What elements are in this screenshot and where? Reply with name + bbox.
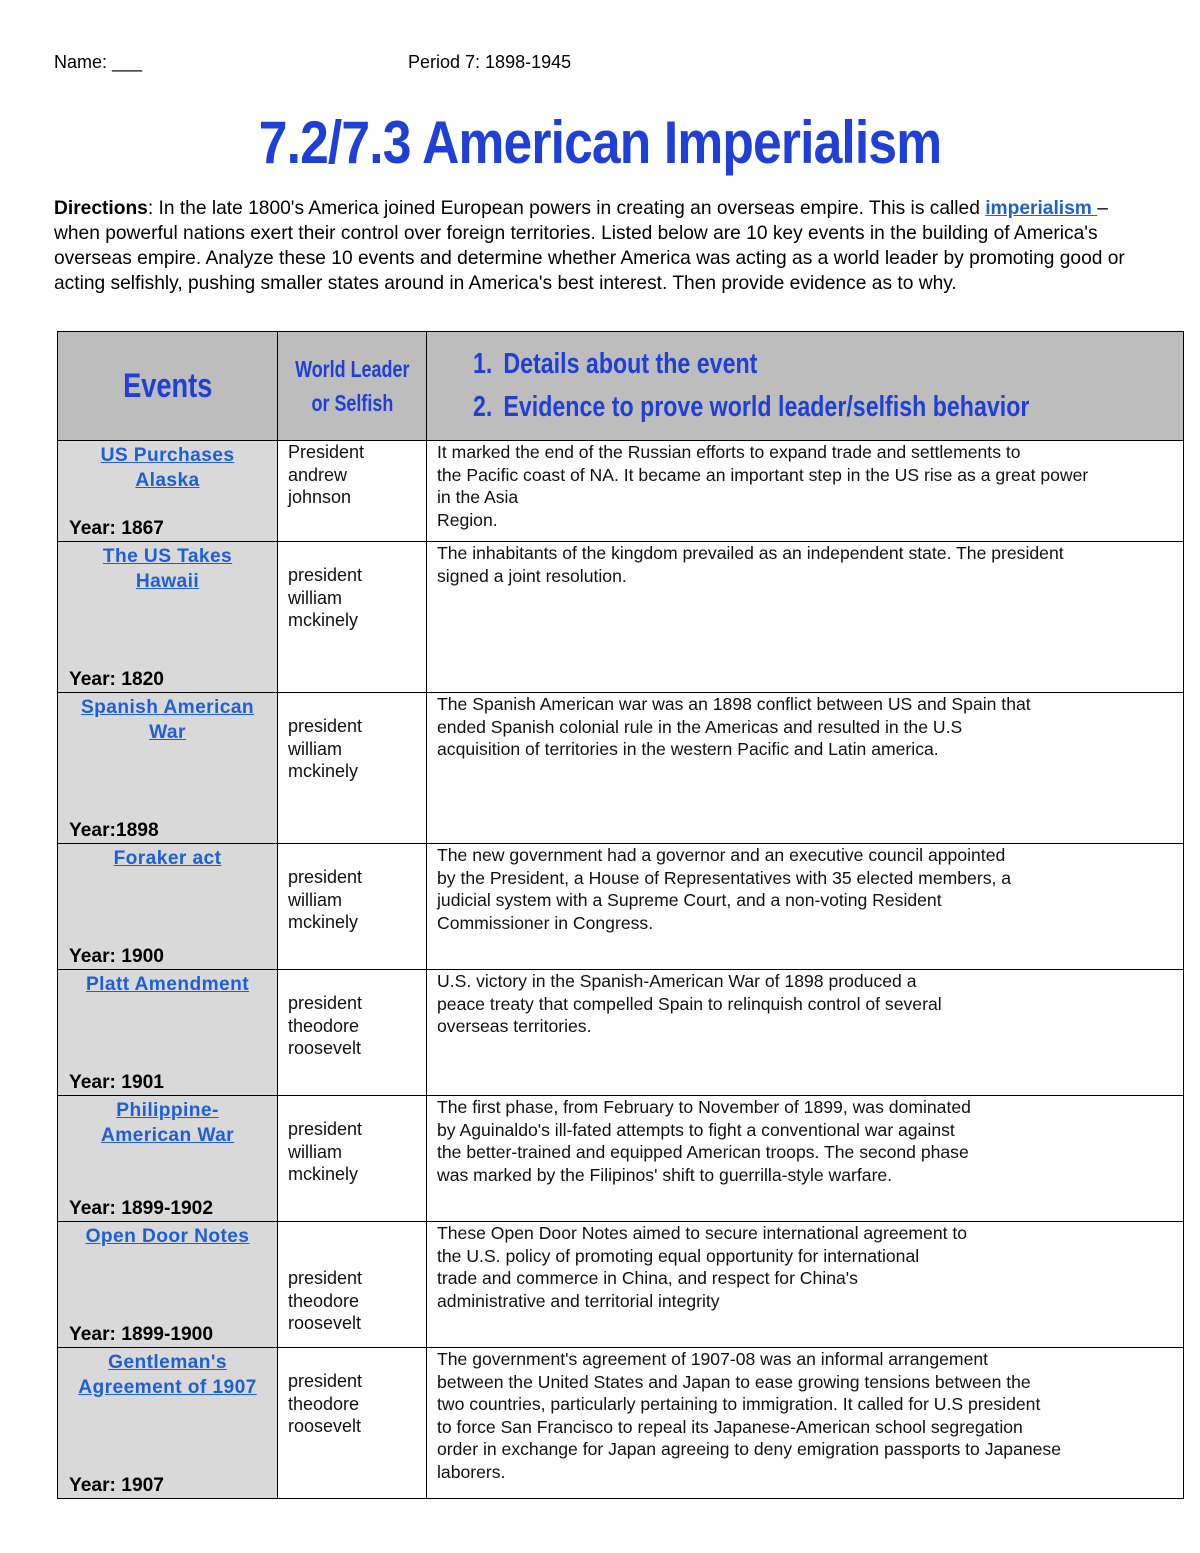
table-row bbox=[58, 1096, 1184, 1222]
event-link[interactable]: Open Door Notes bbox=[85, 1226, 250, 1247]
table-row bbox=[58, 1222, 1184, 1348]
detail-cell: The Spanish American war was an 1898 conflict between US and Spain that ended Spanish colonial rule in the Americas and resulted in the U.S acquisition of territories in the western Pacific and Latin america. bbox=[427, 693, 1184, 844]
event-cell bbox=[58, 1096, 278, 1222]
leader-text: president william mckinely bbox=[288, 1119, 363, 1184]
detail-cell: The inhabitants of the kingdom prevailed as an independent state. The president signed a joint resolution. bbox=[427, 542, 1184, 693]
detail-cell: The new government had a governor and an executive council appointed by the President, a House of Representatives with 35 elected members, a judicial system with a Supreme Court, and a non-voting Resident Commissioner in Congress. bbox=[427, 844, 1184, 970]
name-label: Name: ___ bbox=[54, 52, 143, 72]
table-row bbox=[58, 970, 1184, 1096]
page-title: 7.2/7.3 American Imperialism bbox=[258, 109, 942, 176]
event-link[interactable]: Platt Amendment bbox=[85, 974, 250, 995]
directions-label: Directions bbox=[54, 198, 148, 219]
event-year: Year: 1900 bbox=[69, 946, 164, 967]
directions-text-after: – when powerful nations exert their control over foreign territories. Listed below are 10 key events in the building of America's overseas empire. Analyze these 10 events and determine whether America was acting as a world leader by promoting good or acting selfishly, pushing smaller states around in America's best interest. Then provide evidence as to why. bbox=[54, 198, 1125, 294]
leader-text: president theodore roosevelt bbox=[288, 993, 363, 1058]
header-details: 1. Details about the event 2. Evidence to prove world leader/selfish behavior bbox=[427, 332, 1184, 441]
events-table bbox=[57, 331, 1184, 1499]
event-year: Year: 1899-1900 bbox=[69, 1324, 214, 1345]
event-link[interactable]: Spanish American War bbox=[80, 697, 255, 743]
detail-cell: It marked the end of the Russian efforts to expand trade and settlements to the Pacific coast of NA. It became an important step in the US rise as a great power in the Asia Region. bbox=[427, 441, 1184, 542]
event-cell bbox=[58, 441, 278, 542]
leader-text: president william mckinely bbox=[288, 867, 363, 932]
period-label: Period 7: 1898-1945 bbox=[408, 52, 572, 72]
event-cell bbox=[58, 693, 278, 844]
leader-cell bbox=[278, 441, 427, 542]
table-row bbox=[58, 441, 1184, 542]
table-row bbox=[58, 693, 1184, 844]
leader-cell bbox=[278, 970, 427, 1096]
directions-text-before: : In the late 1800's America joined European powers in creating an overseas empire. This is called bbox=[147, 198, 986, 219]
table-row bbox=[58, 844, 1184, 970]
event-year: Year: 1901 bbox=[69, 1072, 164, 1093]
table-row bbox=[58, 1348, 1184, 1499]
event-link[interactable]: Gentleman's Agreement of 1907 bbox=[78, 1352, 257, 1398]
leader-text: president william mckinely bbox=[288, 565, 363, 630]
detail-cell: The government's agreement of 1907-08 was an informal arrangement between the United States and Japan to ease growing tensions between the two countries, particularly pertaining to immigration. It called for U.S president to force San Francisco to repeal its Japanese-American school segregation order in exchange for Japan agreeing to deny emigration passports to Japanese laborers. bbox=[427, 1348, 1184, 1499]
leader-cell bbox=[278, 1348, 427, 1499]
header-world-leader: World Leader or Selfish bbox=[278, 332, 427, 441]
detail-cell: U.S. victory in the Spanish-American War of 1898 produced a peace treaty that compelled Spain to relinquish control of several overseas territories. bbox=[427, 970, 1184, 1096]
directions-paragraph bbox=[54, 196, 1149, 296]
leader-text: President andrew johnson bbox=[288, 442, 365, 507]
event-cell bbox=[58, 542, 278, 693]
detail-cell: These Open Door Notes aimed to secure international agreement to the U.S. policy of promoting equal opportunity for international trade and commerce in China, and respect for China's administrative and territorial integrity bbox=[427, 1222, 1184, 1348]
leader-text: president theodore roosevelt bbox=[288, 1268, 363, 1333]
leader-cell bbox=[278, 542, 427, 693]
event-link[interactable]: Foraker act bbox=[113, 848, 222, 869]
event-year: Year: 1867 bbox=[69, 518, 164, 539]
table-row bbox=[58, 542, 1184, 693]
leader-text: president theodore roosevelt bbox=[288, 1371, 363, 1436]
event-cell bbox=[58, 1222, 278, 1348]
event-year: Year:1898 bbox=[69, 820, 159, 841]
table-header-row bbox=[58, 332, 1184, 441]
leader-cell bbox=[278, 844, 427, 970]
leader-text: president william mckinely bbox=[288, 716, 363, 781]
header-events: Events bbox=[58, 332, 278, 441]
event-link[interactable]: US Purchases Alaska bbox=[100, 445, 235, 491]
leader-cell bbox=[278, 1096, 427, 1222]
event-year: Year: 1899-1902 bbox=[69, 1198, 214, 1219]
event-year: Year: 1907 bbox=[69, 1475, 164, 1496]
detail-cell: The first phase, from February to November of 1899, was dominated by Aguinaldo's ill-fated attempts to fight a conventional war against the better-trained and equipped American troops. The second phase was marked by the Filipinos' shift to guerrilla-style warfare. bbox=[427, 1096, 1184, 1222]
event-cell bbox=[58, 1348, 278, 1499]
event-cell bbox=[58, 970, 278, 1096]
event-cell bbox=[58, 844, 278, 970]
leader-cell bbox=[278, 693, 427, 844]
imperialism-link[interactable]: imperialism bbox=[985, 198, 1098, 219]
leader-cell bbox=[278, 1222, 427, 1348]
event-year: Year: 1820 bbox=[69, 669, 164, 690]
event-link[interactable]: The US Takes Hawaii bbox=[102, 546, 233, 592]
event-link[interactable]: Philippine-American War bbox=[100, 1100, 235, 1146]
